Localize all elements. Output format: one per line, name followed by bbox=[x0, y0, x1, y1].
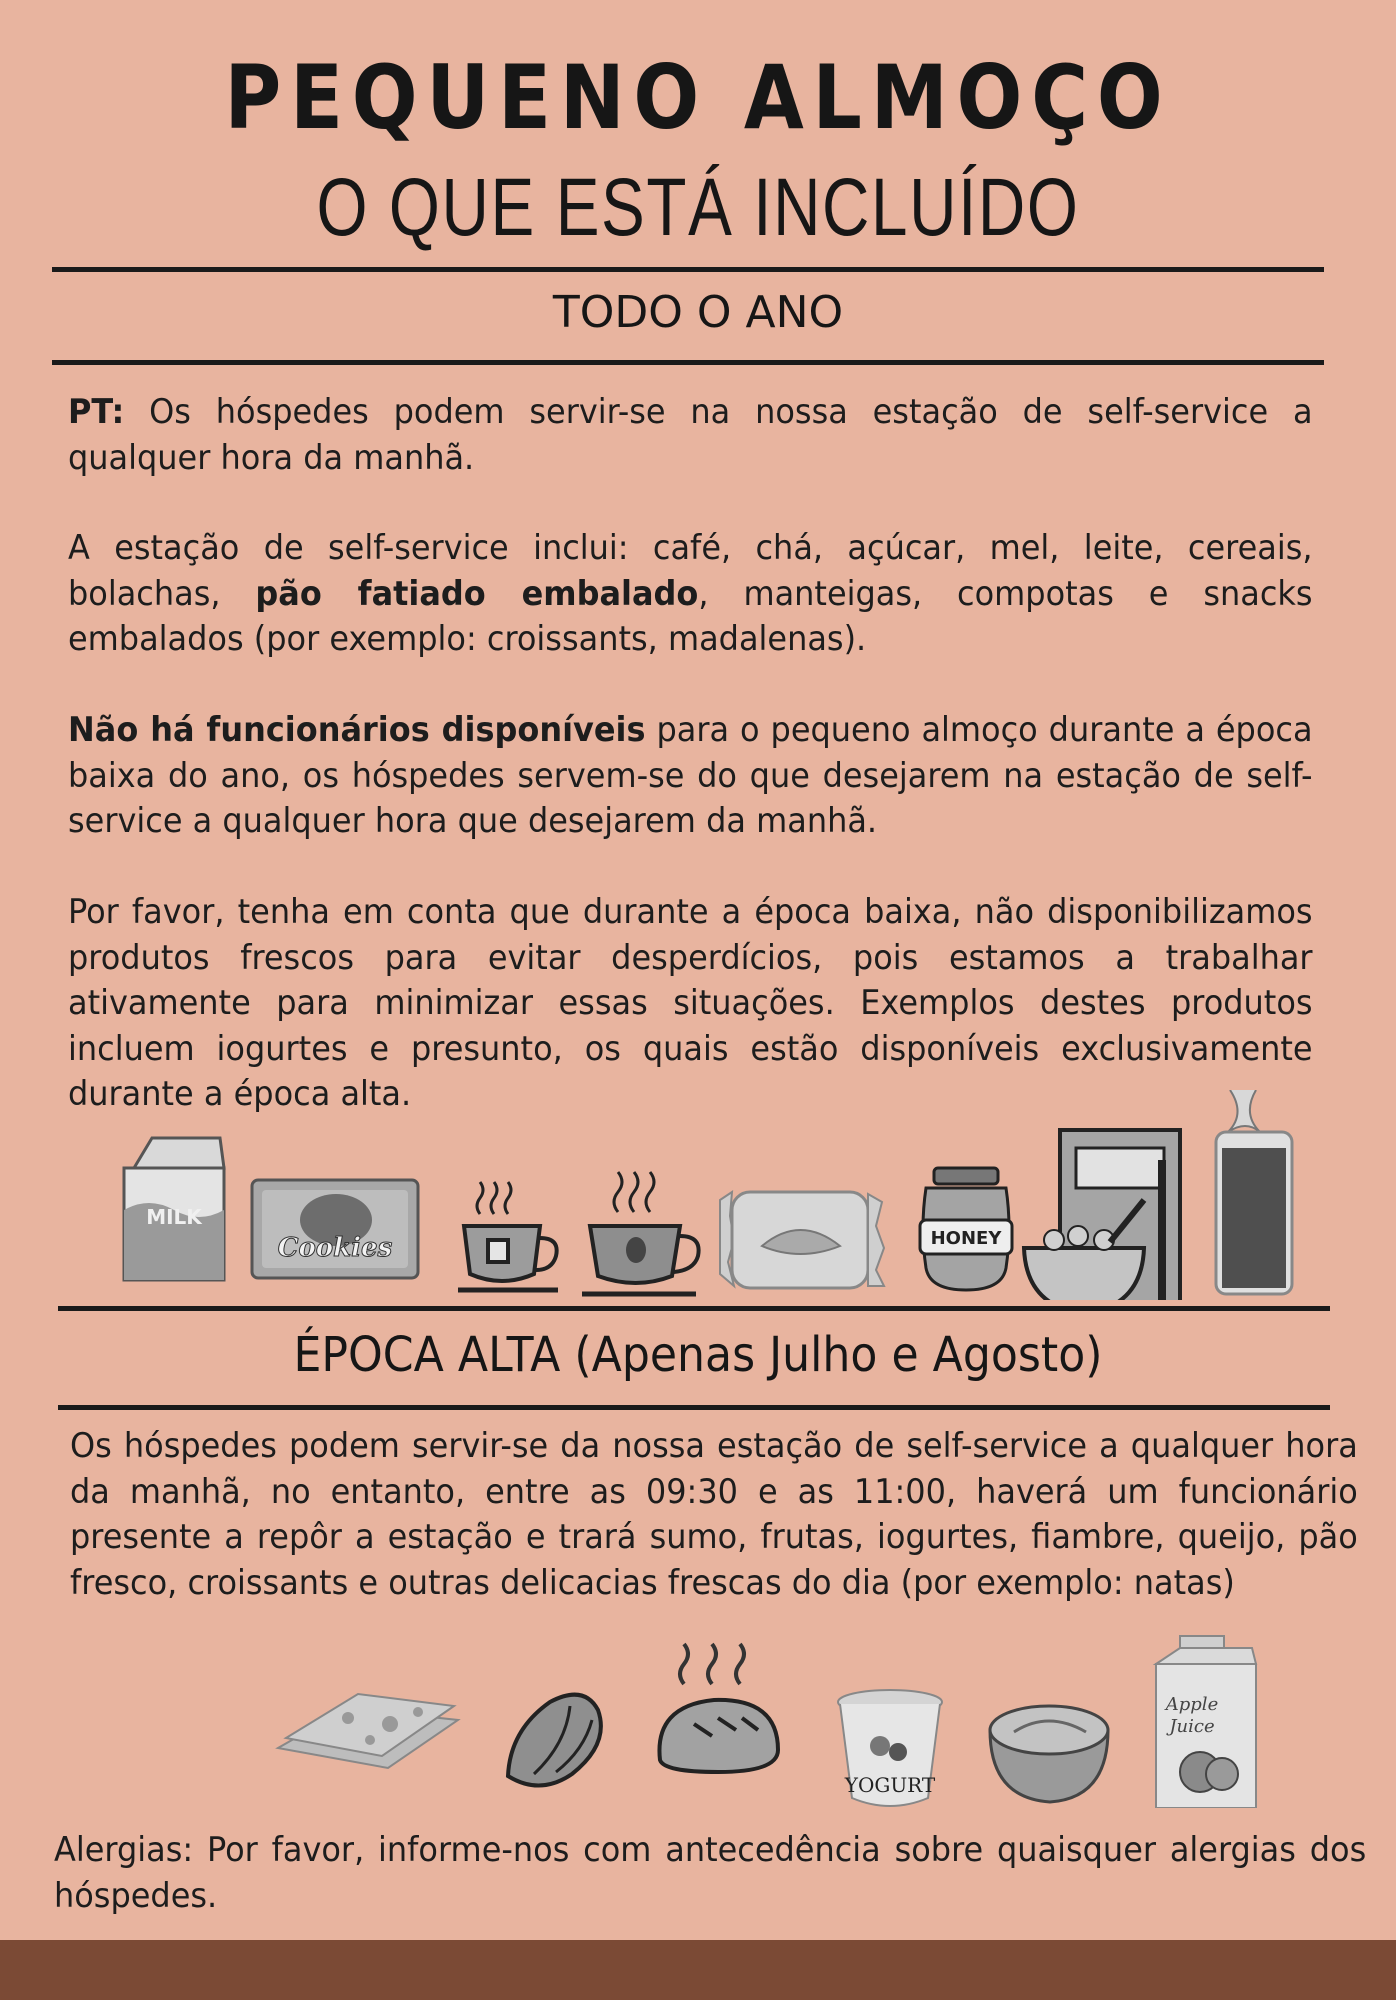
fresh-bread-icon bbox=[659, 1644, 778, 1772]
high-season-text: Os hóspedes podem servir-se da nossa estação de self-service a qualquer hora da manhã, no entanto, entre as 09:30 e as 11:00, haverá um funcionário presente a repôr a estação e trará sumo, frutas, iogurtes, fiambre, queijo, pão fresco, croissants e outras delicacias frescas do dia (por exemplo: natas) bbox=[70, 1426, 1358, 1603]
section-heading-high-season: ÉPOCA ALTA (Apenas Julho e Agosto) bbox=[293, 1327, 1103, 1383]
intro-text: Os hóspedes podem servir-se na nossa estação de self-service a qualquer hora da manhã. bbox=[68, 392, 1313, 478]
staff-paragraph bbox=[68, 708, 1313, 845]
sliced-bread-icon bbox=[1216, 1090, 1292, 1294]
tea-cup-icon bbox=[458, 1182, 558, 1290]
page-title: PEQUENO ALMOÇO bbox=[224, 46, 1172, 149]
section-heading-all-year: TODO O ANO bbox=[552, 287, 844, 338]
divider bbox=[52, 360, 1324, 365]
allergies-text: Alergias: Por favor, informe-nos com antecedência sobre quaisquer alergias dos hóspedes. bbox=[54, 1830, 1367, 1916]
self-service-paragraph bbox=[68, 526, 1313, 663]
snack-pack-icon bbox=[720, 1192, 884, 1288]
croissant-icon bbox=[508, 1695, 601, 1786]
staff-text: para o pequeno almoço durante a época baixa do ano, os hóspedes servem-se do que desejarem na estação de self-service a qualquer hora que desejarem da manhã. bbox=[68, 710, 1313, 841]
low-season-text: Por favor, tenha em conta que durante a época baixa, não disponibilizamos produtos frescos para evitar desperdícios, pois estamos a trabalhar ativamente para minimizar essas situações. Exemplos destes produtos incluem iogurtes e presunto, os quais estão disponíveis exclusivamente durante a época alta. bbox=[68, 892, 1313, 1114]
honey-jar-icon bbox=[920, 1168, 1012, 1290]
cookies-label: Cookies bbox=[277, 1233, 393, 1263]
footer-bar bbox=[0, 1940, 1396, 2000]
natas-icon bbox=[990, 1706, 1108, 1802]
milk-carton-icon bbox=[124, 1138, 224, 1280]
yogurt-icon bbox=[838, 1690, 942, 1806]
staff-text-bold: Não há funcionários disponíveis bbox=[68, 710, 646, 750]
self-service-text-start: A estação de self-service inclui: café, chá, açúcar, mel, leite, cereais, bolachas, bbox=[68, 528, 1313, 614]
all-year-icons-row bbox=[0, 1090, 1396, 1300]
allergies-paragraph bbox=[54, 1828, 1366, 1919]
divider bbox=[58, 1306, 1330, 1311]
coffee-cup-icon bbox=[582, 1172, 699, 1294]
high-season-paragraph bbox=[70, 1424, 1358, 1606]
page-subtitle: O QUE ESTÁ INCLUÍDO bbox=[316, 162, 1080, 253]
juice-label-apple: Apple bbox=[1165, 1694, 1219, 1715]
low-season-paragraph bbox=[68, 890, 1313, 1118]
milk-label: MILK bbox=[146, 1205, 202, 1229]
cookies-pack-icon bbox=[252, 1180, 418, 1278]
divider bbox=[58, 1405, 1330, 1410]
language-label: PT: bbox=[68, 392, 125, 432]
apple-juice-icon bbox=[1156, 1636, 1256, 1808]
cheese-slices-icon bbox=[278, 1694, 458, 1768]
high-season-icons-row bbox=[0, 1632, 1396, 1808]
divider bbox=[52, 267, 1324, 272]
honey-label: HONEY bbox=[930, 1228, 1002, 1249]
yogurt-label: YOGURT bbox=[844, 1773, 936, 1797]
juice-label-juice: Juice bbox=[1169, 1716, 1215, 1737]
intro-paragraph bbox=[68, 390, 1313, 481]
self-service-text-bold: pão fatiado embalado bbox=[255, 573, 699, 614]
self-service-text-end: , manteigas, compotas e snacks embalados (por exemplo: croissants, madalenas). bbox=[68, 573, 1313, 659]
cereal-icon bbox=[1024, 1130, 1180, 1300]
